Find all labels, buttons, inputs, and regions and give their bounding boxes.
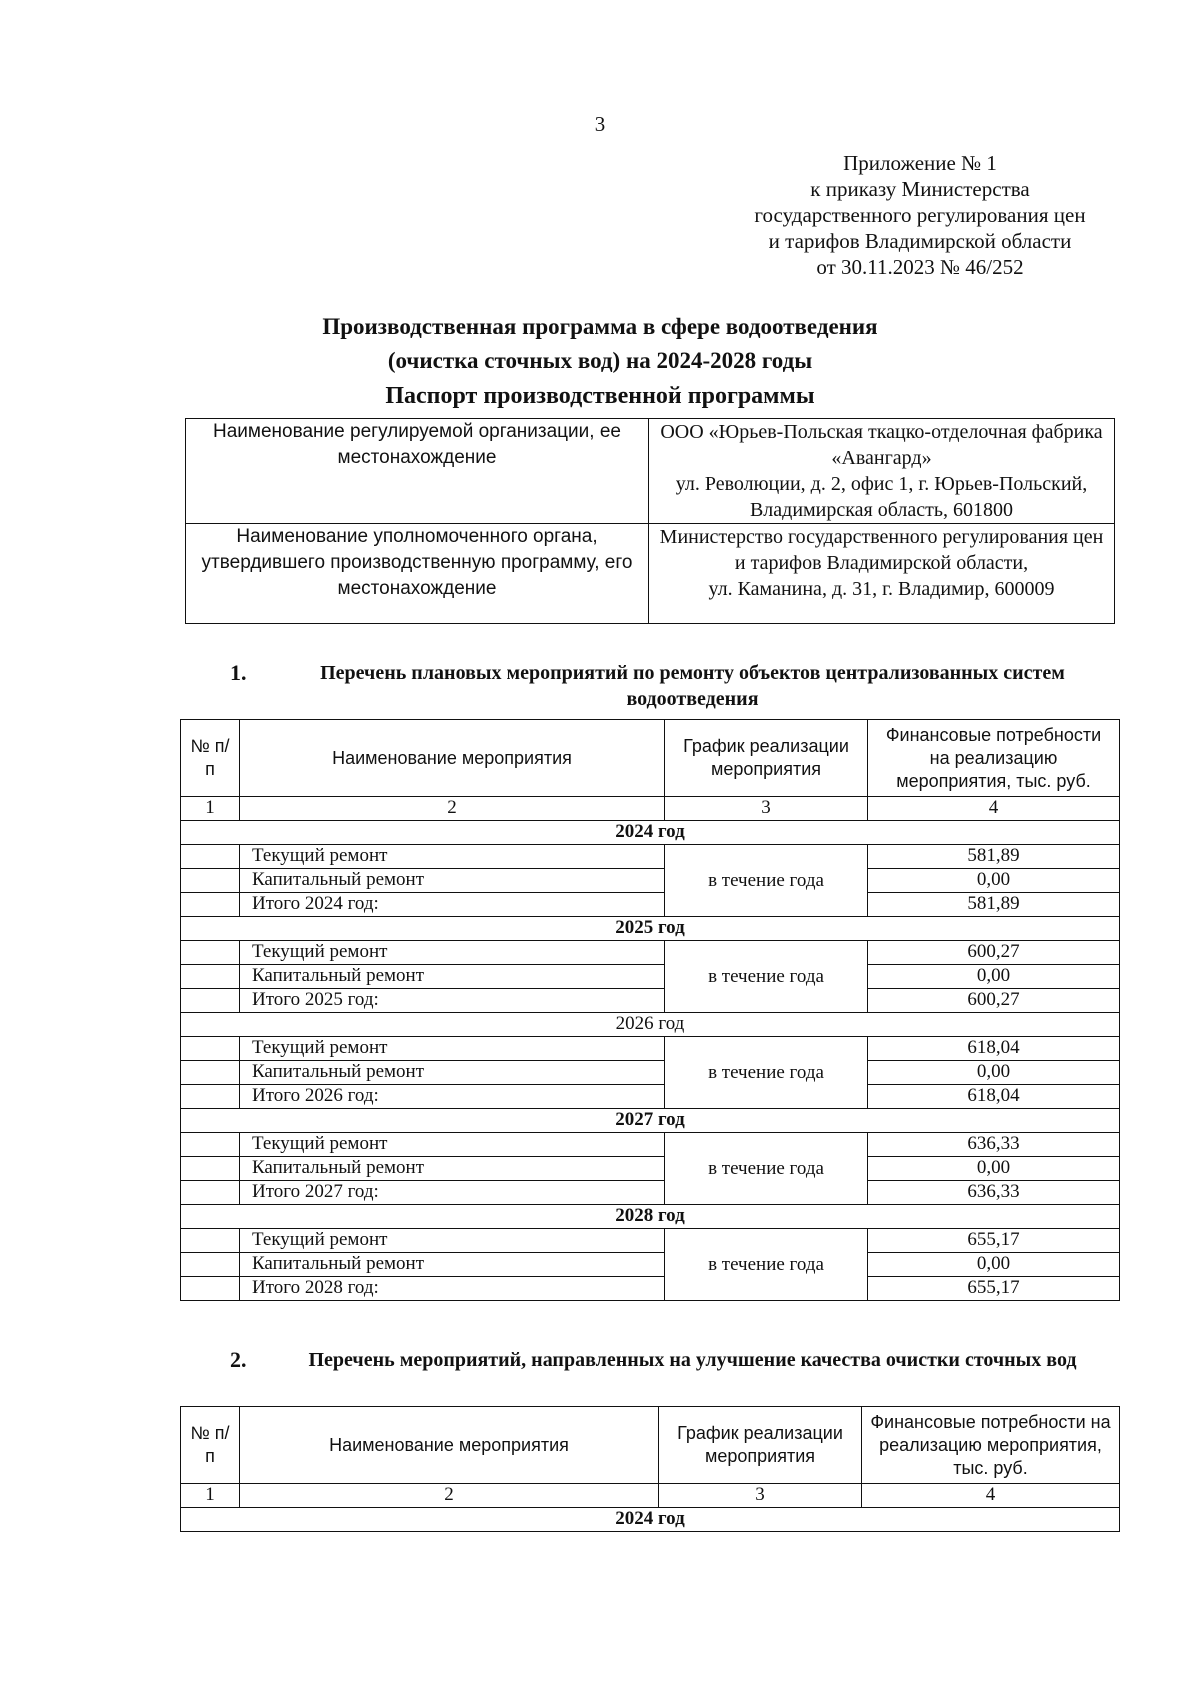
- passport-table: [185, 418, 1115, 624]
- index-cell: 4: [862, 1484, 1120, 1508]
- appendix-line: от 30.11.2023 № 46/252: [816, 255, 1024, 279]
- authority-name: Министерство государственного регулирования цен и тарифов Владимирской области,: [659, 526, 1104, 574]
- appendix-line: к приказу Министерства: [810, 177, 1030, 201]
- table-row: [181, 989, 1120, 1013]
- header-number: № п/п: [181, 720, 240, 797]
- section-number: 2.: [230, 1347, 247, 1372]
- org-cell: [649, 419, 1115, 524]
- total-value: 618,04: [868, 1085, 1120, 1109]
- value-cell: 618,04: [868, 1037, 1120, 1061]
- index-cell: 3: [659, 1484, 862, 1508]
- appendix-line: и тарифов Владимирской области: [768, 229, 1072, 253]
- activity-label: Капитальный ремонт: [240, 869, 665, 893]
- schedule-cell: в течение года: [665, 1229, 868, 1301]
- header-number: № п/п: [181, 1407, 240, 1484]
- table-header-row: [181, 1407, 1120, 1484]
- total-label: Итого 2028 год:: [240, 1277, 665, 1301]
- total-label: Итого 2026 год:: [240, 1085, 665, 1109]
- year-row: [181, 1205, 1120, 1229]
- year-label: 2026 год: [181, 1013, 1120, 1037]
- section-title: Перечень плановых мероприятий по ремонту объектов централизованных систем водоотведения: [320, 662, 1065, 710]
- table-row: [181, 845, 1120, 869]
- section-2-heading: [185, 1347, 1115, 1373]
- value-cell: 0,00: [868, 1061, 1120, 1085]
- schedule-cell: в течение года: [665, 1133, 868, 1205]
- authority-address: ул. Каманина, д. 31, г. Владимир, 600009: [708, 578, 1055, 600]
- year-label: 2024 год: [181, 1508, 1120, 1532]
- org-name: ООО «Юрьев-Польская ткацко-отделочная фабрика «Авангард»: [660, 421, 1103, 469]
- table-row: [181, 1061, 1120, 1085]
- value-cell: 0,00: [868, 1253, 1120, 1277]
- activity-label: Текущий ремонт: [240, 1229, 665, 1253]
- passport-row-organization: [186, 419, 1115, 524]
- activity-label: Капитальный ремонт: [240, 965, 665, 989]
- value-cell: 0,00: [868, 869, 1120, 893]
- year-row: [181, 1508, 1120, 1532]
- header-activity: Наименование мероприятия: [240, 1407, 659, 1484]
- passport-row-authority: [186, 524, 1115, 624]
- value-cell: 581,89: [868, 845, 1120, 869]
- table-header-row: [181, 720, 1120, 797]
- appendix-line: государственного регулирования цен: [754, 203, 1086, 227]
- value-cell: 636,33: [868, 1133, 1120, 1157]
- title-line: (очистка сточных вод) на 2024-2028 годы: [387, 348, 813, 373]
- index-cell: 4: [868, 797, 1120, 821]
- table-row: [181, 1157, 1120, 1181]
- table-row: [181, 1277, 1120, 1301]
- schedule-cell: в течение года: [665, 845, 868, 917]
- year-row: [181, 1109, 1120, 1133]
- repair-plan-table: [180, 719, 1120, 1301]
- table-row: [181, 1037, 1120, 1061]
- table-row: [181, 869, 1120, 893]
- total-value: 600,27: [868, 989, 1120, 1013]
- authority-label: Наименование уполномоченного органа, утвердившего производственную программу, его местонахождение: [186, 524, 649, 624]
- table-row: [181, 1229, 1120, 1253]
- year-row: [181, 821, 1120, 845]
- table-row: [181, 941, 1120, 965]
- index-cell: 2: [240, 797, 665, 821]
- total-label: Итого 2024 год:: [240, 893, 665, 917]
- activity-label: Текущий ремонт: [240, 1133, 665, 1157]
- table-row: [181, 1085, 1120, 1109]
- authority-cell: [649, 524, 1115, 624]
- total-value: 636,33: [868, 1181, 1120, 1205]
- section-title: Перечень мероприятий, направленных на улучшение качества очистки сточных вод: [308, 1349, 1077, 1371]
- passport-title: Паспорт производственной программы: [385, 383, 815, 409]
- activity-label: Текущий ремонт: [240, 845, 665, 869]
- total-label: Итого 2027 год:: [240, 1181, 665, 1205]
- year-label: 2024 год: [181, 821, 1120, 845]
- column-index-row: [181, 1484, 1120, 1508]
- quality-improvement-table: [180, 1406, 1120, 1532]
- value-cell: 600,27: [868, 941, 1120, 965]
- value-cell: 655,17: [868, 1229, 1120, 1253]
- column-index-row: [181, 797, 1120, 821]
- activity-label: Капитальный ремонт: [240, 1157, 665, 1181]
- section-1-heading: [185, 660, 1115, 712]
- total-label: Итого 2025 год:: [240, 989, 665, 1013]
- table-row: [181, 965, 1120, 989]
- appendix-line: Приложение № 1: [843, 151, 997, 175]
- total-value: 655,17: [868, 1277, 1120, 1301]
- header-activity: Наименование мероприятия: [240, 720, 665, 797]
- table-row: [181, 1181, 1120, 1205]
- index-cell: 1: [181, 797, 240, 821]
- org-label: Наименование регулируемой организации, ее местонахождение: [186, 419, 649, 524]
- year-label: 2027 год: [181, 1109, 1120, 1133]
- header-schedule: График реализации мероприятия: [665, 720, 868, 797]
- schedule-cell: в течение года: [665, 1037, 868, 1109]
- section-number: 1.: [230, 660, 247, 685]
- header-schedule: График реализации мероприятия: [659, 1407, 862, 1484]
- header-financing: Финансовые потребности на реализацию мероприятия, тыс. руб.: [868, 720, 1120, 797]
- total-value: 581,89: [868, 893, 1120, 917]
- index-cell: 3: [665, 797, 868, 821]
- table-row: [181, 1133, 1120, 1157]
- header-financing: Финансовые потребности на реализацию мероприятия, тыс. руб.: [862, 1407, 1120, 1484]
- appendix-reference: [740, 150, 1100, 280]
- year-row: [181, 1013, 1120, 1037]
- page-number: 3: [594, 112, 606, 136]
- schedule-cell: в течение года: [665, 941, 868, 1013]
- table-row: [181, 1253, 1120, 1277]
- year-row: [181, 917, 1120, 941]
- year-label: 2028 год: [181, 1205, 1120, 1229]
- value-cell: 0,00: [868, 1157, 1120, 1181]
- index-cell: 2: [240, 1484, 659, 1508]
- activity-label: Капитальный ремонт: [240, 1253, 665, 1277]
- value-cell: 0,00: [868, 965, 1120, 989]
- activity-label: Текущий ремонт: [240, 941, 665, 965]
- year-label: 2025 год: [181, 917, 1120, 941]
- org-address: ул. Революции, д. 2, офис 1, г. Юрьев-Польский, Владимирская область, 601800: [675, 473, 1088, 521]
- index-cell: 1: [181, 1484, 240, 1508]
- activity-label: Текущий ремонт: [240, 1037, 665, 1061]
- table-row: [181, 893, 1120, 917]
- document-title: [0, 310, 1200, 378]
- title-line: Производственная программа в сфере водоотведения: [322, 314, 878, 339]
- activity-label: Капитальный ремонт: [240, 1061, 665, 1085]
